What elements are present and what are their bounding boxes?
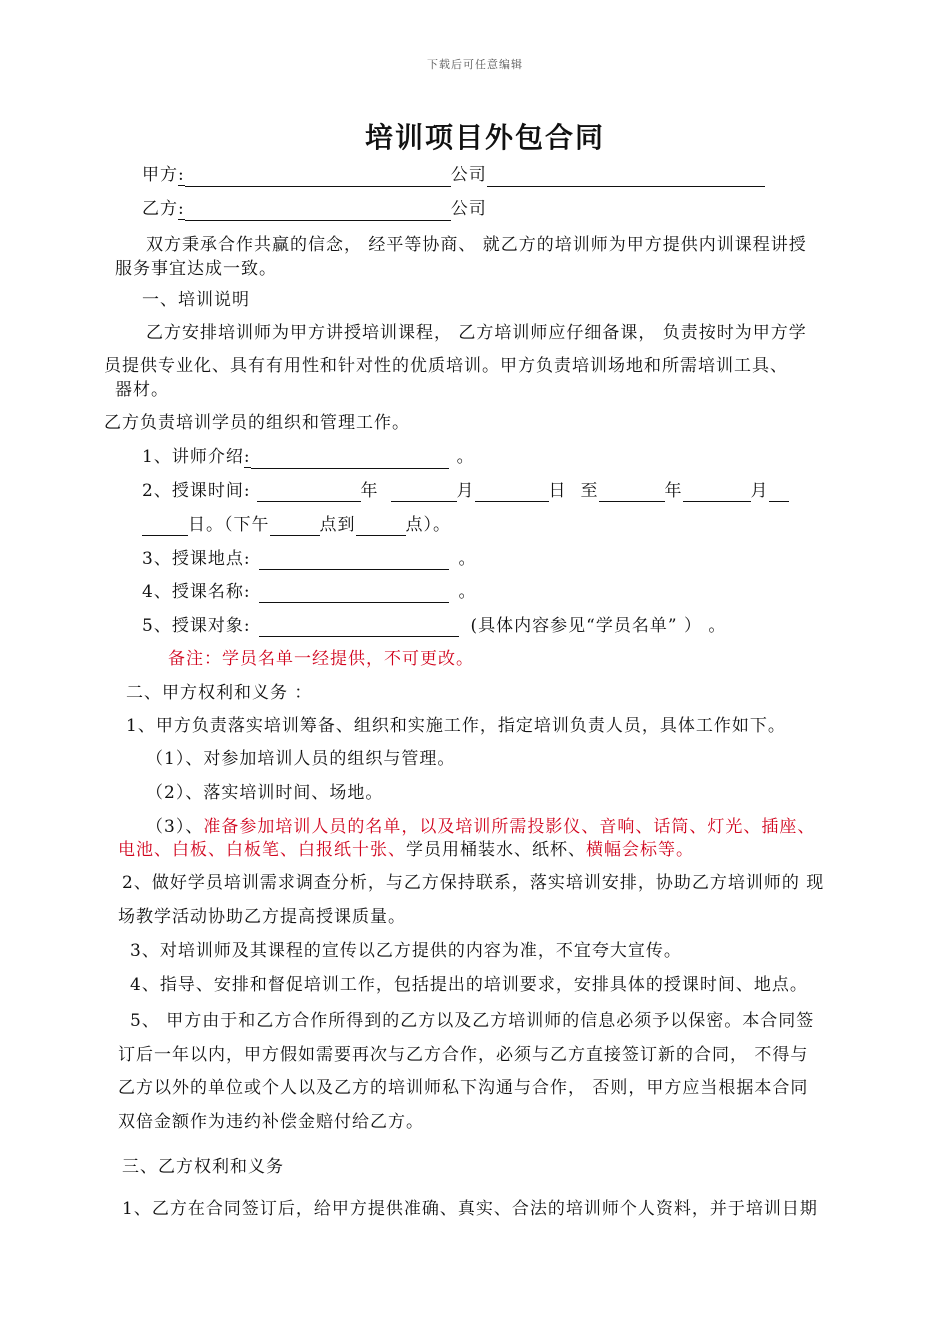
item-location <box>142 548 477 570</box>
s2-item-1-1: （1）、对参加培训人员的组织与管理。 <box>146 749 456 769</box>
audience-note: (具体内容参见“学员名单” ） 。 <box>470 616 727 636</box>
s2-item-5-line-2: 订后一年以内，甲方假如需要再次与乙方合作，必须与乙方直接签订新的合同， 不得与 <box>118 1045 809 1065</box>
item-time-line-2 <box>142 514 451 536</box>
section-2-heading: 二、甲方权利和义务 ： <box>126 683 313 703</box>
s1-para-line-1: 乙方安排培训师为甲方讲授培训课程， 乙方培训师应仔细备课， 负责按时为甲方学 <box>146 323 807 343</box>
s2-item-2-line-1: 2、做好学员培训需求调查分析，与乙方保持联系，落实培训安排，协助乙方培训师的 现 <box>122 873 825 893</box>
end-hour-blank <box>356 517 406 536</box>
s2-item-5-line-4: 双倍金额作为违约补偿金赔付给乙方。 <box>118 1112 424 1132</box>
intro-line-1: 双方秉承合作共赢的信念， 经平等协商、 就乙方的培训师为甲方提供内训课程讲授 <box>146 235 807 255</box>
party-b-colon: : <box>178 199 185 219</box>
course-name-blank <box>259 584 449 603</box>
s2-item-5-line-1: 5、 甲方由于和乙方合作所得到的乙方以及乙方培训师的信息必须予以保密。本合同签 <box>130 1011 815 1031</box>
year-label: 年 <box>664 481 683 501</box>
remark-note: 备注：学员名单一经提供，不可更改。 <box>168 649 474 669</box>
document-title: 培训项目外包合同 <box>364 121 605 154</box>
s2-item-2-line-2: 场教学活动协助乙方提高授课质量。 <box>118 907 406 927</box>
s2-item-1-3-red-text-2: 电池、白板、白板笔、白报纸十张、 <box>118 840 406 860</box>
period: 。 <box>458 582 477 602</box>
party-a-colon: : <box>178 165 185 185</box>
s2-item-3: 3、对培训师及其课程的宣传以乙方提供的内容为准，不宜夸大宣传。 <box>130 941 682 961</box>
s2-item-1-3-prefix: （3）、 <box>146 817 204 837</box>
s1-para-line-3: 器材。 <box>115 380 169 400</box>
item-lecturer-colon: : <box>243 447 251 467</box>
to-label: 至 <box>580 481 599 501</box>
start-day-blank <box>475 483 549 502</box>
item-location-label: 3、授课地点: <box>142 549 251 569</box>
s2-item-1-3-black-text: 学员用桶装水、纸杯、 <box>406 840 586 860</box>
end-month-blank <box>683 483 751 502</box>
party-a-line <box>142 164 765 187</box>
day-label: 日 <box>548 481 567 501</box>
item-audience-label: 5、授课对象: <box>142 616 251 636</box>
s2-item-1: 1、甲方负责落实培训筹备、组织和实施工作，指定培训负责人员，具体工作如下。 <box>126 716 786 736</box>
item-time-label: 2、授课时间: <box>142 481 251 501</box>
audience-blank <box>259 618 459 637</box>
start-month-blank <box>391 483 457 502</box>
party-b-label: 乙方 <box>142 199 178 219</box>
s2-item-4: 4、指导、安排和督促培训工作，包括提出的培训要求，安排具体的授课时间、地点。 <box>130 975 808 995</box>
s1-para-2: 乙方负责培训学员的组织和管理工作。 <box>104 413 410 433</box>
party-a-company-blank <box>487 168 765 187</box>
s2-item-5-line-3: 乙方以外的单位或个人以及乙方的培训师私下沟通与合作， 否则，甲方应当根据本合同 <box>118 1078 809 1098</box>
item-time <box>142 480 789 502</box>
period: 。 <box>458 549 477 569</box>
s2-item-1-3 <box>146 816 815 838</box>
s2-item-1-3-red-text: 准备参加培训人员的名单，以及培训所需投影仪、音响、话筒、灯光、插座、 <box>203 817 816 837</box>
party-b-line <box>142 198 487 221</box>
lecturer-blank <box>251 450 449 469</box>
period: 。 <box>456 447 475 467</box>
party-a-blank <box>185 168 451 187</box>
year-label: 年 <box>360 481 379 501</box>
item-audience <box>142 615 726 637</box>
month-label: 月 <box>456 481 475 501</box>
section-1-heading: 一、培训说明 <box>142 290 250 310</box>
s2-item-1-3-cont <box>118 839 694 861</box>
party-a-label: 甲方 <box>142 165 178 185</box>
afternoon-label: 日。（下午 <box>188 515 270 535</box>
month-label: 月 <box>750 481 769 501</box>
item-lecturer <box>142 446 475 469</box>
page-header: 下载后可任意编辑 <box>427 58 523 71</box>
start-hour-blank <box>270 517 320 536</box>
hour-end-label: 点）。 <box>405 515 451 535</box>
intro-line-2: 服务事宜达成一致。 <box>115 259 277 279</box>
party-b-blank <box>185 202 451 221</box>
item-lecturer-label: 1、讲师介绍 <box>142 447 244 467</box>
hour-to-label: 点到 <box>319 515 356 535</box>
company-label: 公司 <box>450 165 487 185</box>
s2-item-1-3-red-text-3: 横幅会标等。 <box>586 840 694 860</box>
end-day-blank-2 <box>142 517 188 536</box>
s1-para-line-2: 员提供专业化、具有有用性和针对性的优质培训。甲方负责培训场地和所需培训工具、 <box>104 356 788 376</box>
item-course-name <box>142 581 477 603</box>
s3-item-1: 1、乙方在合同签订后，给甲方提供准确、真实、合法的培训师个人资料，并于培训日期 <box>122 1199 818 1219</box>
section-3-heading: 三、乙方权利和义务 <box>122 1157 284 1177</box>
start-year-blank <box>257 483 361 502</box>
s2-item-1-2: （2）、落实培训时间、场地。 <box>146 783 384 803</box>
company-label: 公司 <box>450 199 487 219</box>
location-blank <box>259 551 449 570</box>
end-year-blank <box>599 483 665 502</box>
item-course-name-label: 4、授课名称: <box>142 582 251 602</box>
end-day-blank <box>769 483 789 502</box>
